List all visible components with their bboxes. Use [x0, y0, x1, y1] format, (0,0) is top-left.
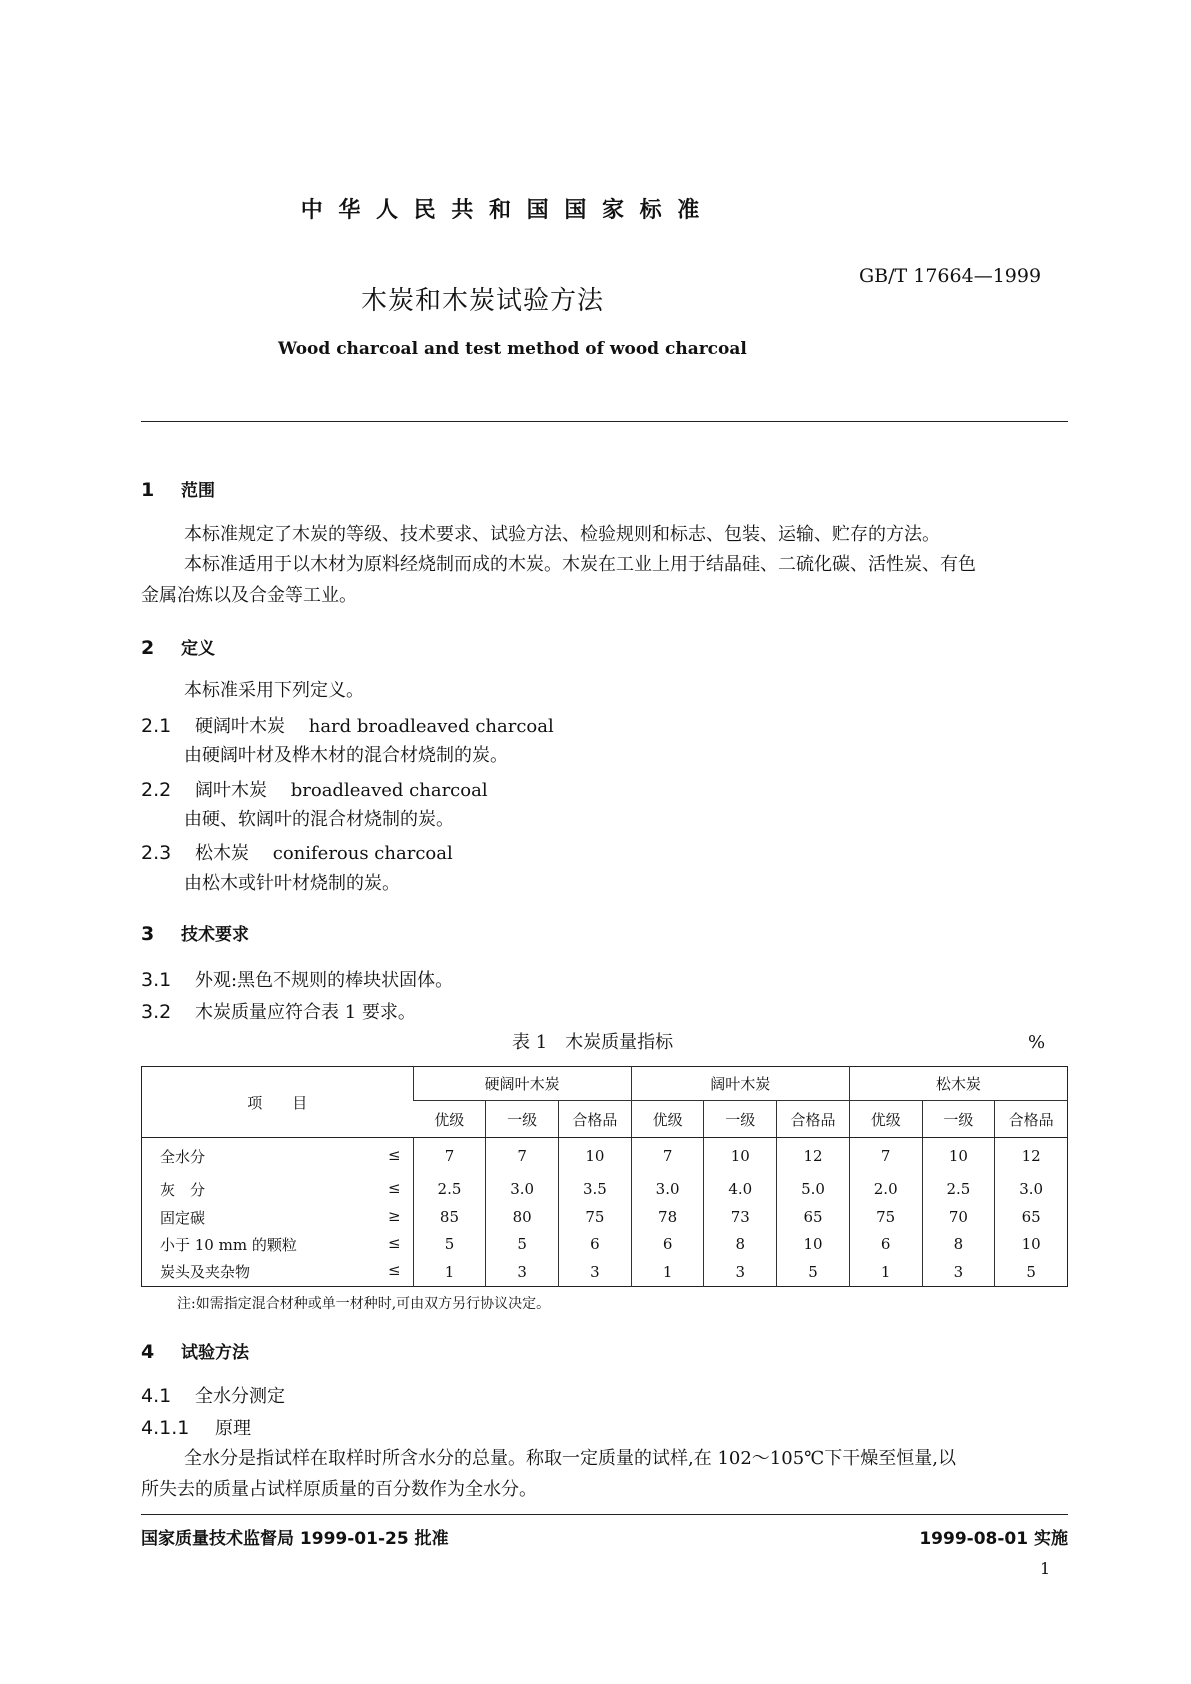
- value-cell: 1: [413, 1258, 486, 1287]
- table-note: 注:如需指定混合材种或单一材种时,可由双方另行协议决定。: [177, 1296, 551, 1312]
- section-1-heading: 1 范围: [141, 479, 215, 501]
- paragraph: 金属冶炼以及合金等工业。: [141, 585, 357, 606]
- group-header: 硬阔叶木炭: [413, 1067, 631, 1101]
- comparison-operator: ≤: [388, 1178, 401, 1197]
- table-caption: 表 1 木炭质量指标: [512, 1032, 674, 1053]
- value-cell: 4.0: [704, 1175, 777, 1204]
- section-4-heading: 4 试验方法: [141, 1341, 249, 1363]
- clause-4-1: 4.1 全水分测定: [141, 1385, 285, 1407]
- comparison-operator: ≥: [388, 1206, 401, 1225]
- value-cell: 73: [704, 1204, 777, 1231]
- definition-desc: 由硬阔叶材及桦木材的混合材烧制的炭。: [184, 745, 508, 766]
- value-cell: 85: [413, 1204, 486, 1231]
- item-header: 项 目: [142, 1067, 414, 1138]
- value-cell: 3: [922, 1258, 995, 1287]
- approval-line: 国家质量技术监督局 1999-01-25 批准: [141, 1529, 449, 1549]
- value-cell: 7: [486, 1138, 559, 1175]
- grade-header: 合格品: [777, 1101, 850, 1138]
- definition-2-2: 2.2 阔叶木炭 broadleaved charcoal: [141, 779, 488, 801]
- item-name: 小于 10 mm 的颗粒: [160, 1235, 297, 1254]
- paragraph: 本标准适用于以木材为原料经烧制而成的木炭。木炭在工业上用于结晶硅、二硫化碳、活性炭、有色: [184, 554, 976, 575]
- grade-header: 合格品: [995, 1101, 1068, 1138]
- header-rule: [141, 421, 1068, 422]
- value-cell: 8: [704, 1231, 777, 1258]
- value-cell: 3.0: [995, 1175, 1068, 1204]
- value-cell: 2.0: [849, 1175, 922, 1204]
- value-cell: 75: [849, 1204, 922, 1231]
- item-cell: [142, 1138, 414, 1175]
- value-cell: 7: [413, 1138, 486, 1175]
- section-2-heading: 2 定义: [141, 637, 215, 659]
- table-row: [142, 1204, 1068, 1231]
- standard-number: GB/T 17664—1999: [859, 265, 1042, 287]
- grade-header: 优级: [631, 1101, 704, 1138]
- value-cell: 7: [631, 1138, 704, 1175]
- clause-4-1-1: 4.1.1 原理: [141, 1417, 251, 1439]
- table-row: [142, 1231, 1068, 1258]
- table-row: [142, 1258, 1068, 1287]
- value-cell: 78: [631, 1204, 704, 1231]
- value-cell: 5: [486, 1231, 559, 1258]
- item-name: 全水分: [160, 1147, 206, 1166]
- value-cell: 3.0: [631, 1175, 704, 1204]
- comparison-operator: ≤: [388, 1145, 401, 1164]
- grade-header: 一级: [704, 1101, 777, 1138]
- clause-3-2: 3.2 木炭质量应符合表 1 要求。: [141, 1001, 416, 1023]
- value-cell: 80: [486, 1204, 559, 1231]
- clause-3-1: 3.1 外观:黑色不规则的棒块状固体。: [141, 969, 454, 991]
- value-cell: 3.0: [486, 1175, 559, 1204]
- value-cell: 5: [777, 1258, 850, 1287]
- value-cell: 3: [559, 1258, 632, 1287]
- value-cell: 65: [995, 1204, 1068, 1231]
- item-cell: [142, 1204, 414, 1231]
- comparison-operator: ≤: [388, 1233, 401, 1252]
- value-cell: 8: [922, 1231, 995, 1258]
- group-header: 松木炭: [849, 1067, 1067, 1101]
- definition-2-1: 2.1 硬阔叶木炭 hard broadleaved charcoal: [141, 715, 554, 737]
- paragraph: 本标准采用下列定义。: [184, 680, 364, 701]
- value-cell: 10: [995, 1231, 1068, 1258]
- table-unit: %: [1028, 1032, 1046, 1053]
- value-cell: 1: [631, 1258, 704, 1287]
- comparison-operator: ≤: [388, 1261, 401, 1280]
- group-header: 阔叶木炭: [631, 1067, 849, 1101]
- definition-desc: 由松木或针叶材烧制的炭。: [184, 873, 400, 894]
- value-cell: 3.5: [559, 1175, 632, 1204]
- value-cell: 5.0: [777, 1175, 850, 1204]
- value-cell: 12: [777, 1138, 850, 1175]
- value-cell: 6: [559, 1231, 632, 1258]
- page-number: 1: [1040, 1559, 1051, 1578]
- item-name: 炭头及夹杂物: [160, 1263, 251, 1282]
- paragraph: 全水分是指试样在取样时所含水分的总量。称取一定质量的试样,在 102～105℃下干燥至恒量,以: [184, 1448, 957, 1469]
- value-cell: 10: [777, 1231, 850, 1258]
- grade-header: 优级: [413, 1101, 486, 1138]
- document-title-cn: 木炭和木炭试验方法: [361, 286, 605, 316]
- value-cell: 12: [995, 1138, 1068, 1175]
- definition-2-3: 2.3 松木炭 coniferous charcoal: [141, 842, 453, 864]
- value-cell: 6: [849, 1231, 922, 1258]
- value-cell: 10: [704, 1138, 777, 1175]
- paragraph: 所失去的质量占试样原质量的百分数作为全水分。: [141, 1479, 537, 1500]
- value-cell: 10: [559, 1138, 632, 1175]
- item-cell: [142, 1258, 414, 1287]
- value-cell: 70: [922, 1204, 995, 1231]
- value-cell: 2.5: [413, 1175, 486, 1204]
- charcoal-quality-table: [141, 1066, 1068, 1287]
- table-row: [142, 1175, 1068, 1204]
- value-cell: 7: [849, 1138, 922, 1175]
- value-cell: 3: [486, 1258, 559, 1287]
- grade-header: 一级: [922, 1101, 995, 1138]
- definition-desc: 由硬、软阔叶的混合材烧制的炭。: [184, 809, 454, 830]
- document-title-en: Wood charcoal and test method of wood charcoal: [278, 339, 747, 359]
- value-cell: 75: [559, 1204, 632, 1231]
- value-cell: 3: [704, 1258, 777, 1287]
- table-row: [142, 1138, 1068, 1175]
- value-cell: 2.5: [922, 1175, 995, 1204]
- value-cell: 5: [995, 1258, 1068, 1287]
- value-cell: 1: [849, 1258, 922, 1287]
- value-cell: 5: [413, 1231, 486, 1258]
- item-cell: [142, 1175, 414, 1204]
- issuing-body: 中 华 人 民 共 和 国 国 家 标 准: [300, 198, 704, 223]
- footer-rule: [141, 1514, 1068, 1515]
- item-name: 固定碳: [160, 1208, 206, 1227]
- grade-header: 合格品: [559, 1101, 632, 1138]
- grade-header: 一级: [486, 1101, 559, 1138]
- grade-header: 优级: [849, 1101, 922, 1138]
- item-cell: [142, 1231, 414, 1258]
- item-name: 灰 分: [160, 1180, 206, 1199]
- value-cell: 65: [777, 1204, 850, 1231]
- implementation-line: 1999-08-01 实施: [919, 1529, 1068, 1549]
- paragraph: 本标准规定了木炭的等级、技术要求、试验方法、检验规则和标志、包装、运输、贮存的方法。: [184, 524, 940, 545]
- section-3-heading: 3 技术要求: [141, 923, 249, 945]
- value-cell: 10: [922, 1138, 995, 1175]
- value-cell: 6: [631, 1231, 704, 1258]
